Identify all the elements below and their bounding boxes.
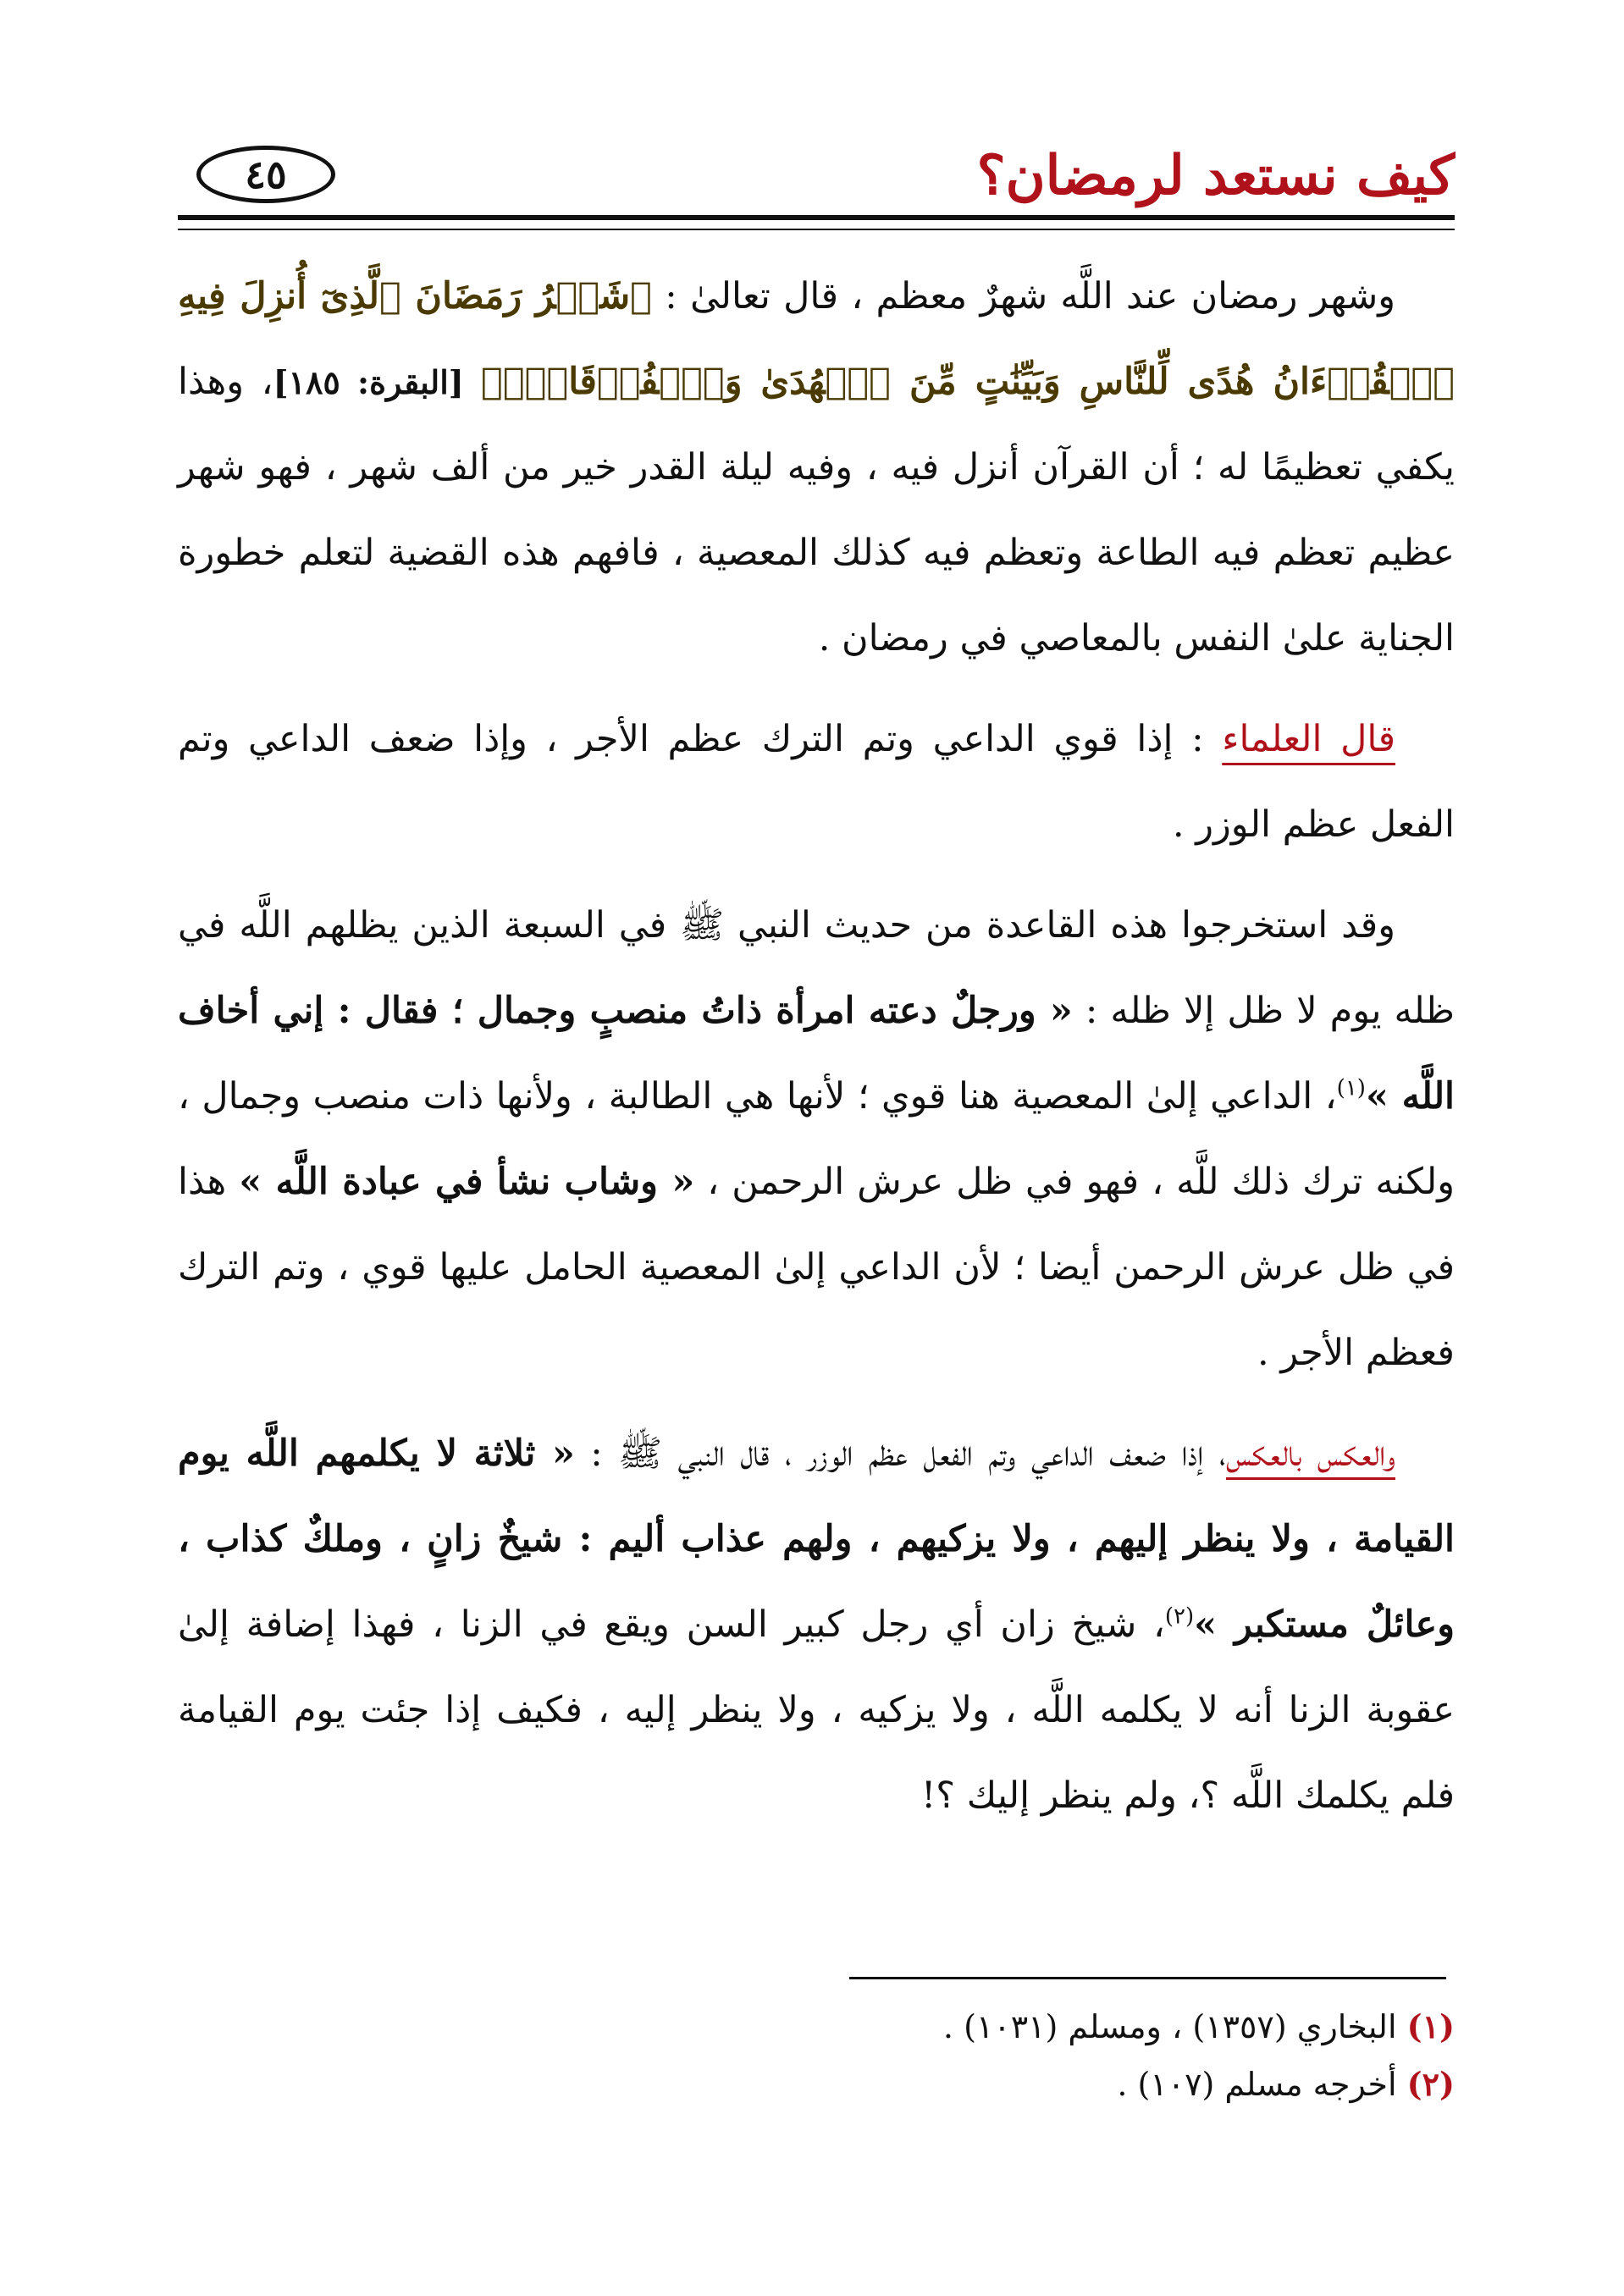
page-number: ٤٥: [245, 152, 287, 197]
paragraph-text: ، وهذا يكفي تعظيمًا له ؛ أن القرآن أنزل فيه ، وفيه ليلة القدر خير من ألف شهر ، فهو شهر عظيم تعظم فيه الطاعة وتعظم فيه كذلك المعصية ، فافهم هذه القضية لتعلم خطورة الجناية علىٰ النفس بالمعاصي في رمضان .: [178, 361, 1455, 660]
paragraph-1: [178, 254, 1455, 682]
footnote-separator: [849, 1977, 1446, 1979]
paragraph-4: [178, 1411, 1455, 1839]
running-title: كيف نستعد لرمضان؟: [976, 144, 1455, 207]
hadith-quote: « ورجلٌ دعته امرأة ذاتُ منصبٍ وجمال ؛ فقال : إني أخاف اللَّه »: [178, 990, 1455, 1118]
paragraph-text: : إذا قوي الداعي وتم الترك عظم الأجر ، وإذا ضعف الداعي وتم الفعل عظم الوزر .: [178, 718, 1455, 846]
footnotes: [178, 1998, 1455, 2113]
paragraph-text: ، شيخ زان أي رجل كبير السن ويقع في الزنا ، فهذا إضافة إلىٰ عقوبة الزنا أنه لا يكلمه اللَّه ، ولا يزكيه ، ولا ينظر إليه ، فكيف إذا جئت يوم القيامة فلم يكلمك اللَّه ؟، ولم ينظر إليك ؟!: [178, 1603, 1455, 1817]
header-rule-thin: [178, 229, 1455, 230]
paragraph-text: وشهر رمضان عند اللَّه شهرٌ معظم ، قال تعالىٰ :: [651, 275, 1395, 317]
header-rule-thick: [178, 215, 1455, 220]
hadith-quote: « وشاب نشأ في عبادة اللَّه »: [239, 1161, 695, 1203]
page-body: [178, 254, 1455, 1854]
footnote-number: (١): [1406, 2007, 1455, 2045]
footnote-text: أخرجه مسلم (١٠٧) .: [1117, 2066, 1407, 2103]
verse-reference: [البقرة: ١٨٥]: [273, 363, 482, 401]
paragraph-text: وقد استخرجوا هذه القاعدة من حديث النبي ﷺ في السبعة الذين يظلهم اللَّه في ظله يوم لا ظل إلا ظله :: [178, 904, 1455, 1032]
lead-phrase: قال العلماء: [1222, 718, 1395, 760]
paragraph-text: ، الداعي إلىٰ المعصية هنا قوي ؛ لأنها هي الطالبة ، ولأنها ذات منصب وجمال ، ولكنه ترك ذلك للَّه ، فهو في ظل عرش الرحمن ،: [178, 1075, 1455, 1203]
paragraph-3: [178, 883, 1455, 1396]
footnote-marker[interactable]: (٢): [1164, 1603, 1195, 1630]
footnote-2: [178, 2056, 1455, 2113]
paragraph-text: هذا في ظل عرش الرحمن أيضا ؛ لأن الداعي إلىٰ المعصية الحامل عليها قوي ، وتم الترك فعظم الأجر .: [178, 1161, 1455, 1374]
footnote-1: [178, 1998, 1455, 2056]
hadith-quote: « ثلاثة لا يكلمهم اللَّه يوم القيامة ، ولا ينظر إليهم ، ولا يزكيهم ، ولهم عذاب أليم : شيخٌ زانٍ ، وملكٌ كذاب ، وعائلٌ مستكبر »: [178, 1432, 1455, 1646]
footnote-text: البخاري (١٣٥٧) ، ومسلم (١٠٣١) .: [942, 2008, 1407, 2045]
footnote-number: (٢): [1406, 2065, 1455, 2103]
lead-phrase: والعكس بالعكس: [1225, 1432, 1395, 1475]
paragraph-text: ، إذا ضعف الداعي وتم الفعل عظم الوزر ، قال النبي ﷺ :: [574, 1432, 1226, 1475]
paragraph-2: [178, 697, 1455, 868]
page-number-badge: [196, 146, 335, 203]
page-header: [178, 127, 1455, 220]
footnote-marker[interactable]: (١): [1336, 1075, 1366, 1101]
quran-verse: ﴿شَهۡرُ رَمَضَانَ ٱلَّذِىٓ أُنزِلَ فِيهِ ٱلۡقُرۡءَانُ هُدًى لِّلنَّاسِ وَبَيِّنَٰتٍ مِّنَ ٱلۡهُدَىٰ وَٱلۡفُرۡقَانِۚ﴾: [178, 275, 1455, 403]
